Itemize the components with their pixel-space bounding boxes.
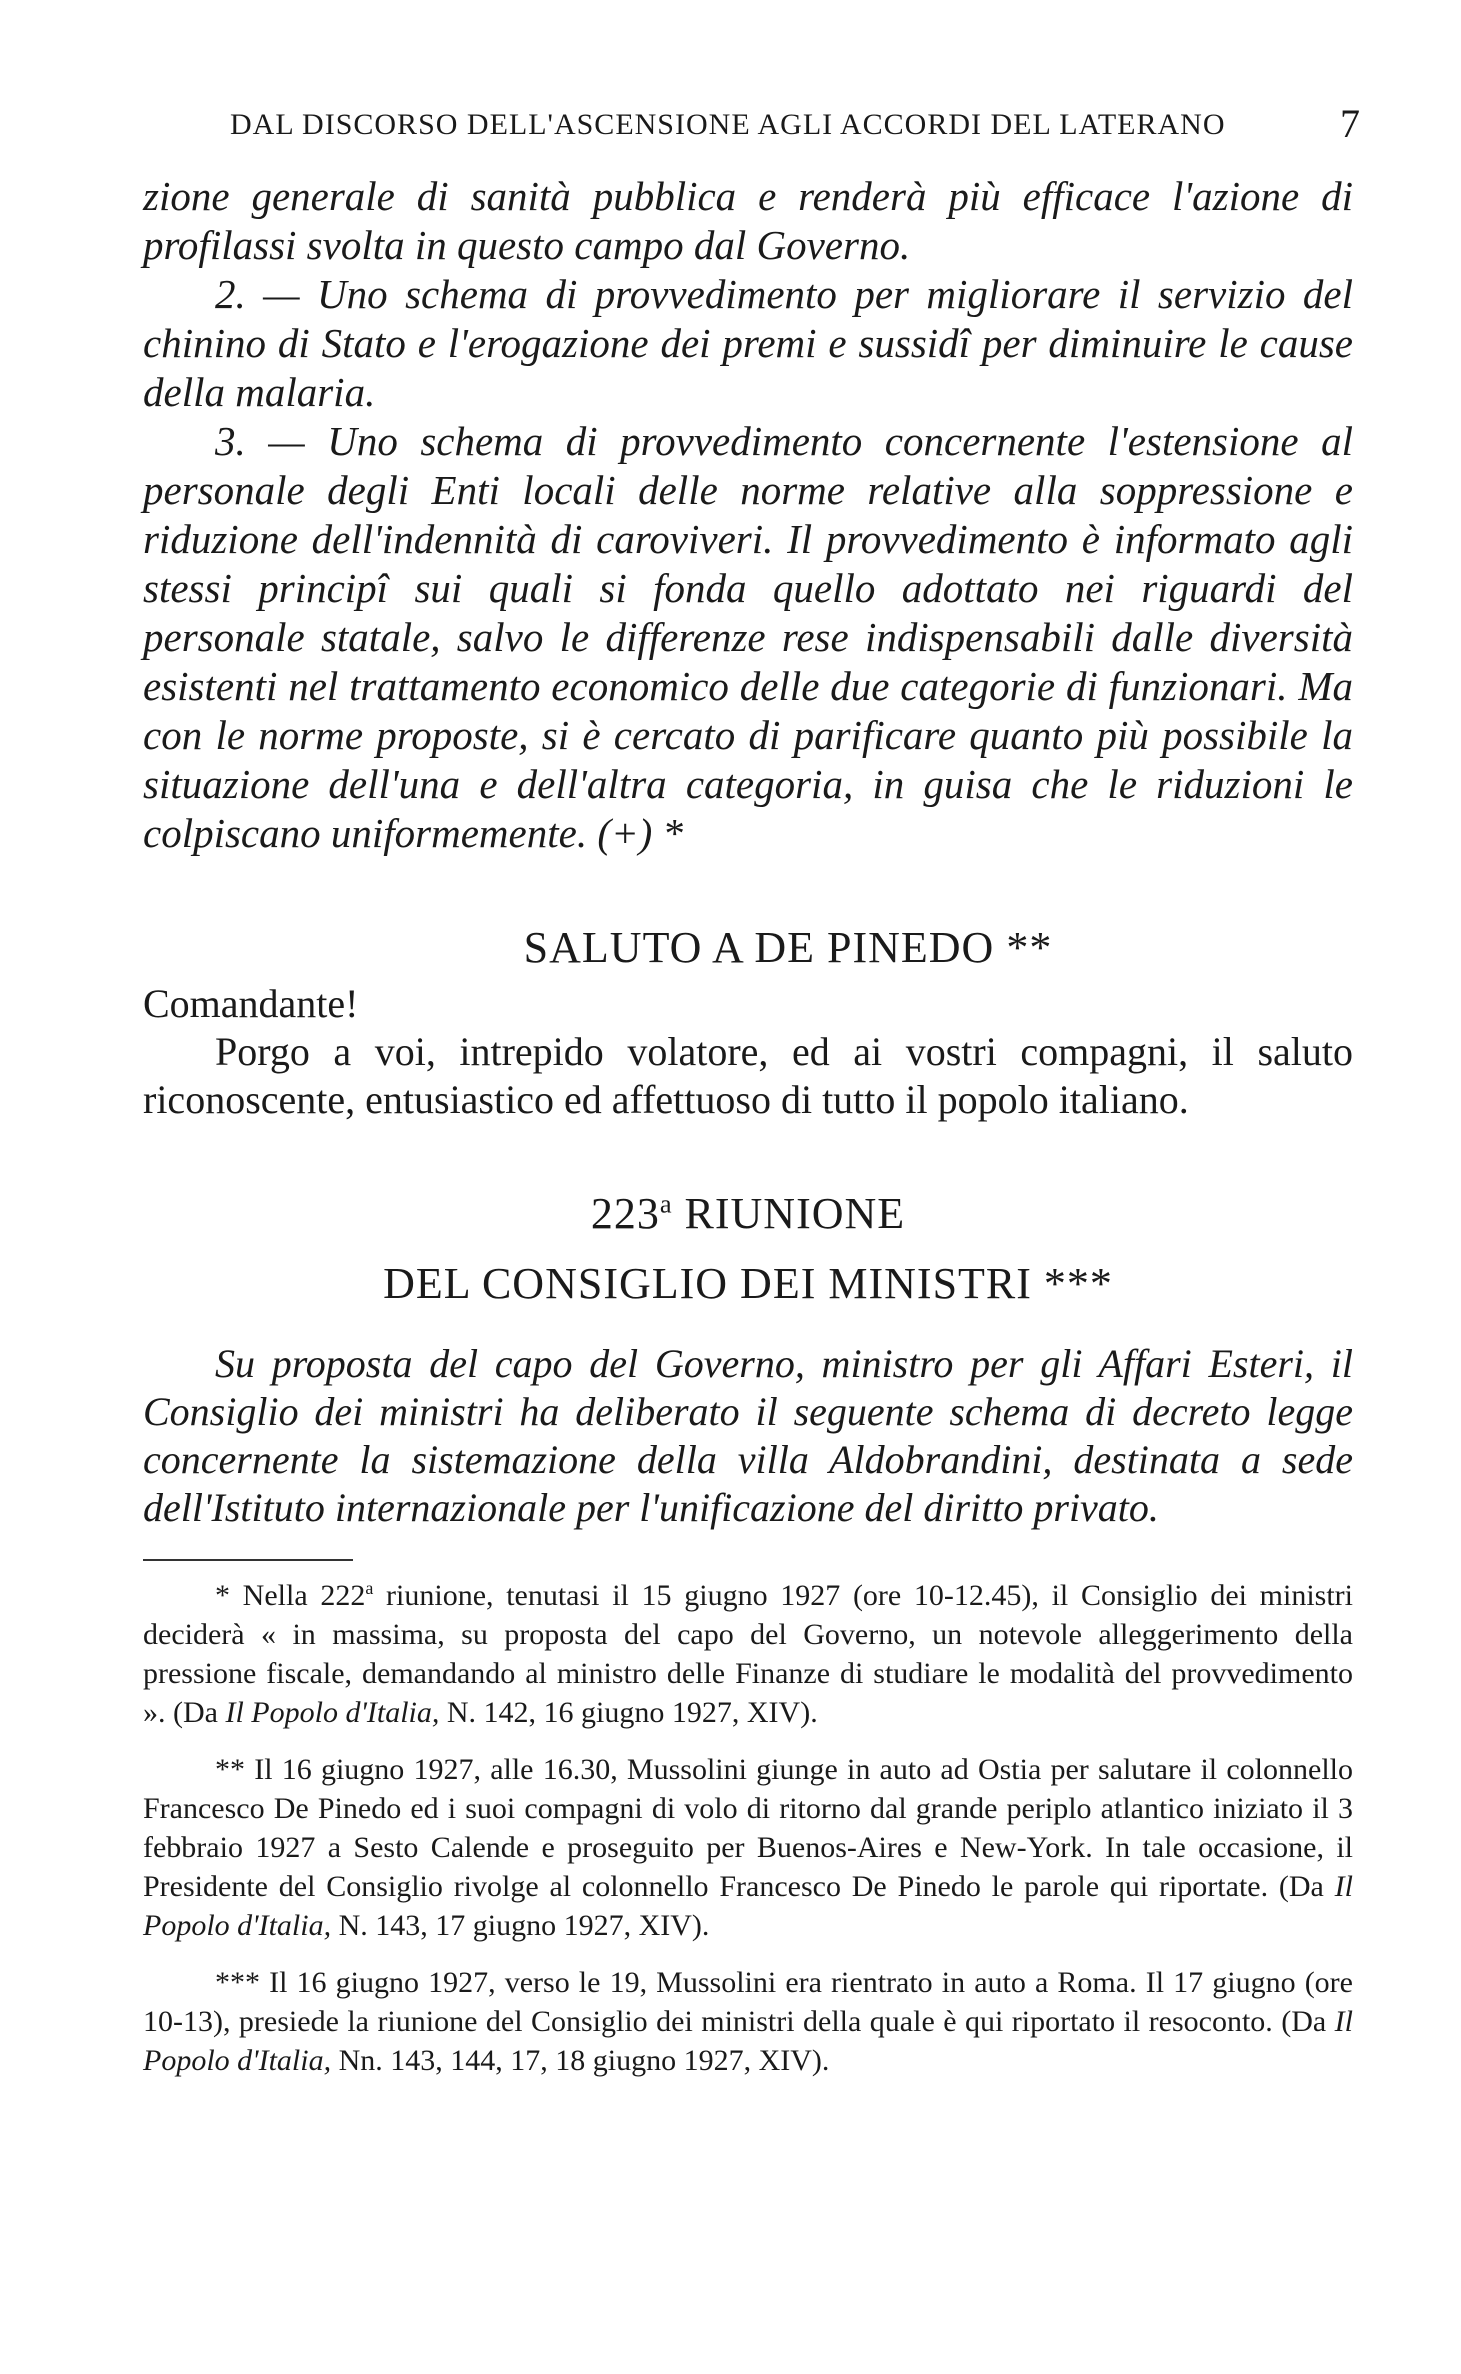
footnote-3-text-a: *** Il 16 giugno 1927, verso le 19, Mussolini era rientrato in auto a Roma. Il 17 giugno (ore 10-13), presiede la riunione del Consiglio dei ministri della quale è qui riportato il resoconto. (Da: [143, 1966, 1353, 2038]
footnote-2-text-a: ** Il 16 giugno 1927, alle 16.30, Mussolini giunge in auto ad Ostia per salutare il colonnello Francesco De Pinedo ed i suoi compagni di volo di ritorno dal grande periplo atlantico iniziato il 3 febbraio 1927 a Sesto Calende e proseguito per Buenos-Aires e New-York. In tale occasione, il Presidente del Consiglio rivolge al colonnello Francesco De Pinedo le parole qui riportate. (Da: [143, 1753, 1353, 1903]
saluto-title: SALUTO A DE PINEDO **: [523, 923, 1053, 972]
decree-paragraph-continuation: zione generale di sanità pubblica e renderà più efficace l'azione di profilassi svolta in questo campo dal Governo.: [143, 173, 1353, 268]
riunione-number: 223: [590, 1189, 660, 1238]
footnote-3-text-c: Nn. 143, 144, 17, 18 giugno 1927, XIV).: [331, 2044, 830, 2077]
riunione-title-line2: DEL CONSIGLIO DEI MINISTRI ***: [383, 1259, 1113, 1308]
footnote-1-sup: a: [365, 1578, 374, 1598]
footnote-1-text-a: * Nella 222: [215, 1579, 366, 1612]
decree-item-2: 2. — Uno schema di provvedimento per migliorare il servizio del chinino di Stato e l'erogazione dei premi e sussidî per diminuire le cause della malaria.: [143, 271, 1353, 415]
saluto-body: [143, 980, 1353, 1124]
footnote-1: [143, 1576, 1353, 1732]
decree-item-3: 3. — Uno schema di provvedimento concernente l'estensione al personale degli Enti locali delle norme relative alla soppressione e riduzione dell'indennità di caroviveri. Il provvedimento è informato agli stessi principî sui quali si fonda quello adottato nei riguardi del personale statale, salvo le differenze rese indispensabili dalle diversità esistenti nel trattamento economico delle due categorie di funzionari. Ma con le norme proposte, si è cercato di parificare quanto più possibile la situazione dell'una e dell'altra categoria, in guisa che le riduzioni le colpiscano uniformemente. (+) *: [143, 418, 1353, 856]
riunione-title: [143, 1188, 1353, 1239]
footnote-1-text-c: N. 142, 16 giugno 1927, XIV).: [439, 1696, 818, 1729]
page-number: 7: [1340, 101, 1360, 146]
saluto-text: Porgo a voi, intrepido volatore, ed ai vostri compagni, il saluto riconoscente, entusiastico ed affettuoso di tutto il popolo italiano.: [143, 1029, 1353, 1122]
footnote-2: [143, 1750, 1353, 1945]
riunione-title-rest: RIUNIONE: [672, 1189, 906, 1238]
footnotes: [143, 1576, 1353, 2098]
footnote-3: [143, 1963, 1353, 2080]
decree-list: [143, 172, 1353, 858]
page-header: [230, 100, 1360, 150]
footnote-1-text-b: riunione, tenutasi il 15 giugno 1927 (ore 10-12.45), il Consiglio dei ministri deciderà « in massima, su proposta del capo del Governo, un notevole alleggerimento della pressione fiscale, demandando al ministro delle Finanze di studiare le modalità del provvedimento ». (Da: [143, 1579, 1353, 1729]
riunione-text: Su proposta del capo del Governo, ministro per gli Affari Esteri, il Consiglio dei ministri ha deliberato il seguente schema di decreto legge concernente la sistemazione della villa Aldobrandini, destinata a sede dell'Istituto internazionale per l'unificazione del diritto privato.: [143, 1341, 1353, 1530]
riunione-number-sup: a: [659, 1188, 673, 1219]
footnote-1-source: Il Popolo d'Italia,: [225, 1696, 440, 1729]
riunione-body: [143, 1340, 1353, 1532]
footnote-3-source: Il Popolo d'Italia,: [143, 2005, 1353, 2077]
footnote-2-source: Il Popolo d'Italia,: [143, 1870, 1353, 1942]
footnote-2-text-c: N. 143, 17 giugno 1927, XIV).: [331, 1909, 710, 1942]
running-title: DAL DISCORSO DELL'ASCENSIONE AGLI ACCORDI DEL LATERANO: [230, 108, 1226, 141]
footnote-divider: [143, 1559, 353, 1561]
saluto-salutation: Comandante!: [143, 981, 359, 1026]
